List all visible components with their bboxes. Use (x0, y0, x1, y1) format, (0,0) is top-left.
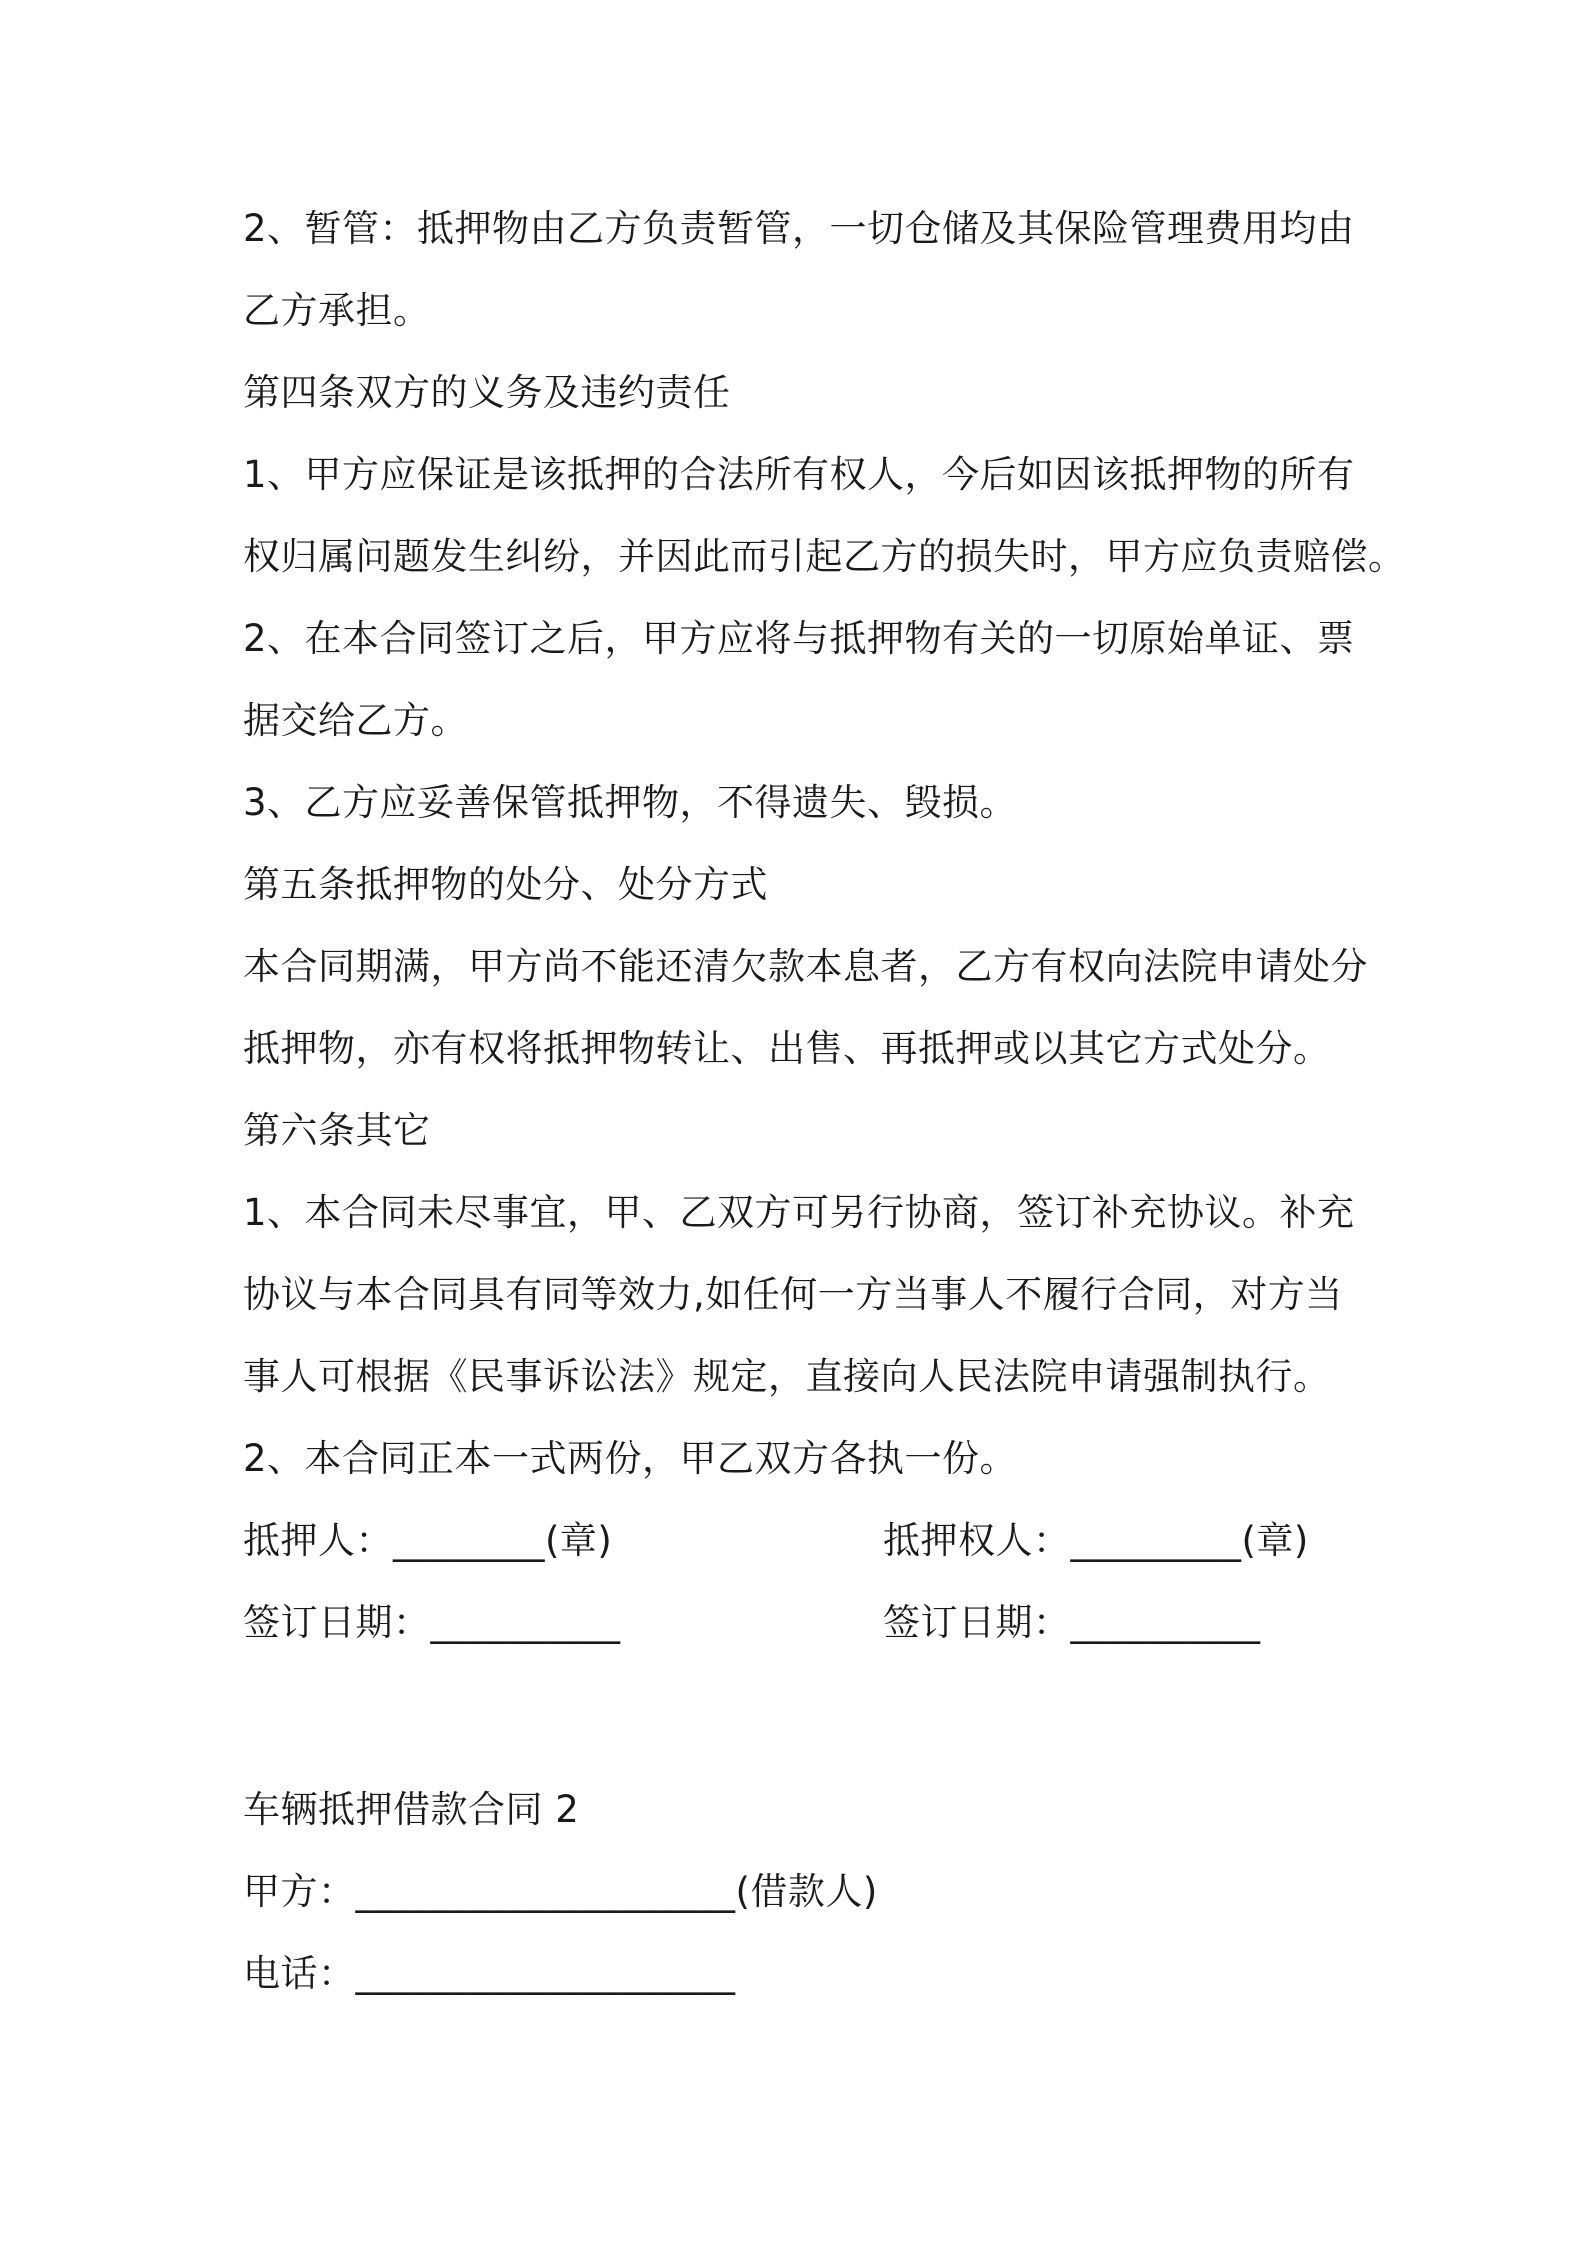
party-a-field: 甲方：____________________(借款人) (243, 1870, 878, 1913)
paragraph-line: 2、在本合同签订之后，甲方应将与抵押物有关的一切原始单证、票 (243, 617, 1355, 660)
section-heading: 第四条双方的义务及违约责任 (243, 371, 731, 414)
paragraph-line: 本合同期满，甲方尚不能还清欠款本息者，乙方有权向法院申请处分 (243, 945, 1368, 988)
paragraph-line: 抵押物，亦有权将抵押物转让、出售、再抵押或以其它方式处分。 (243, 1027, 1331, 1070)
mortgagee-signature: 抵押权人：_________(章) (883, 1519, 1309, 1562)
paragraph-line: 乙方承担。 (243, 289, 431, 332)
paragraph-line: 协议与本合同具有同等效力,如任何一方当事人不履行合同，对方当 (243, 1273, 1343, 1316)
paragraph-line: 事人可根据《民事诉讼法》规定，直接向人民法院申请强制执行。 (243, 1355, 1331, 1398)
section-heading: 第六条其它 (243, 1109, 431, 1152)
paragraph-line: 据交给乙方。 (243, 699, 468, 742)
paragraph-line: 3、乙方应妥善保管抵押物，不得遗失、毁损。 (243, 781, 1018, 824)
contract-title: 车辆抵押借款合同 2 (243, 1788, 580, 1831)
signing-date-right: 签订日期：__________ (883, 1601, 1261, 1644)
paragraph-line: 1、本合同未尽事宜，甲、乙双方可另行协商，签订补充协议。补充 (243, 1191, 1355, 1234)
mortgagor-signature: 抵押人：________(章) (243, 1519, 613, 1562)
signing-date-left: 签订日期：__________ (243, 1601, 621, 1644)
paragraph-line: 2、暂管：抵押物由乙方负责暂管，一切仓储及其保险管理费用均由 (243, 207, 1355, 250)
paragraph-line: 权归属问题发生纠纷，并因此而引起乙方的损失时，甲方应负责赔偿。 (243, 535, 1406, 578)
section-heading: 第五条抵押物的处分、处分方式 (243, 863, 768, 906)
paragraph-line: 2、本合同正本一式两份，甲乙双方各执一份。 (243, 1437, 1018, 1480)
phone-field: 电话：____________________ (243, 1952, 736, 1995)
paragraph-line: 1、甲方应保证是该抵押的合法所有权人，今后如因该抵押物的所有 (243, 453, 1355, 496)
